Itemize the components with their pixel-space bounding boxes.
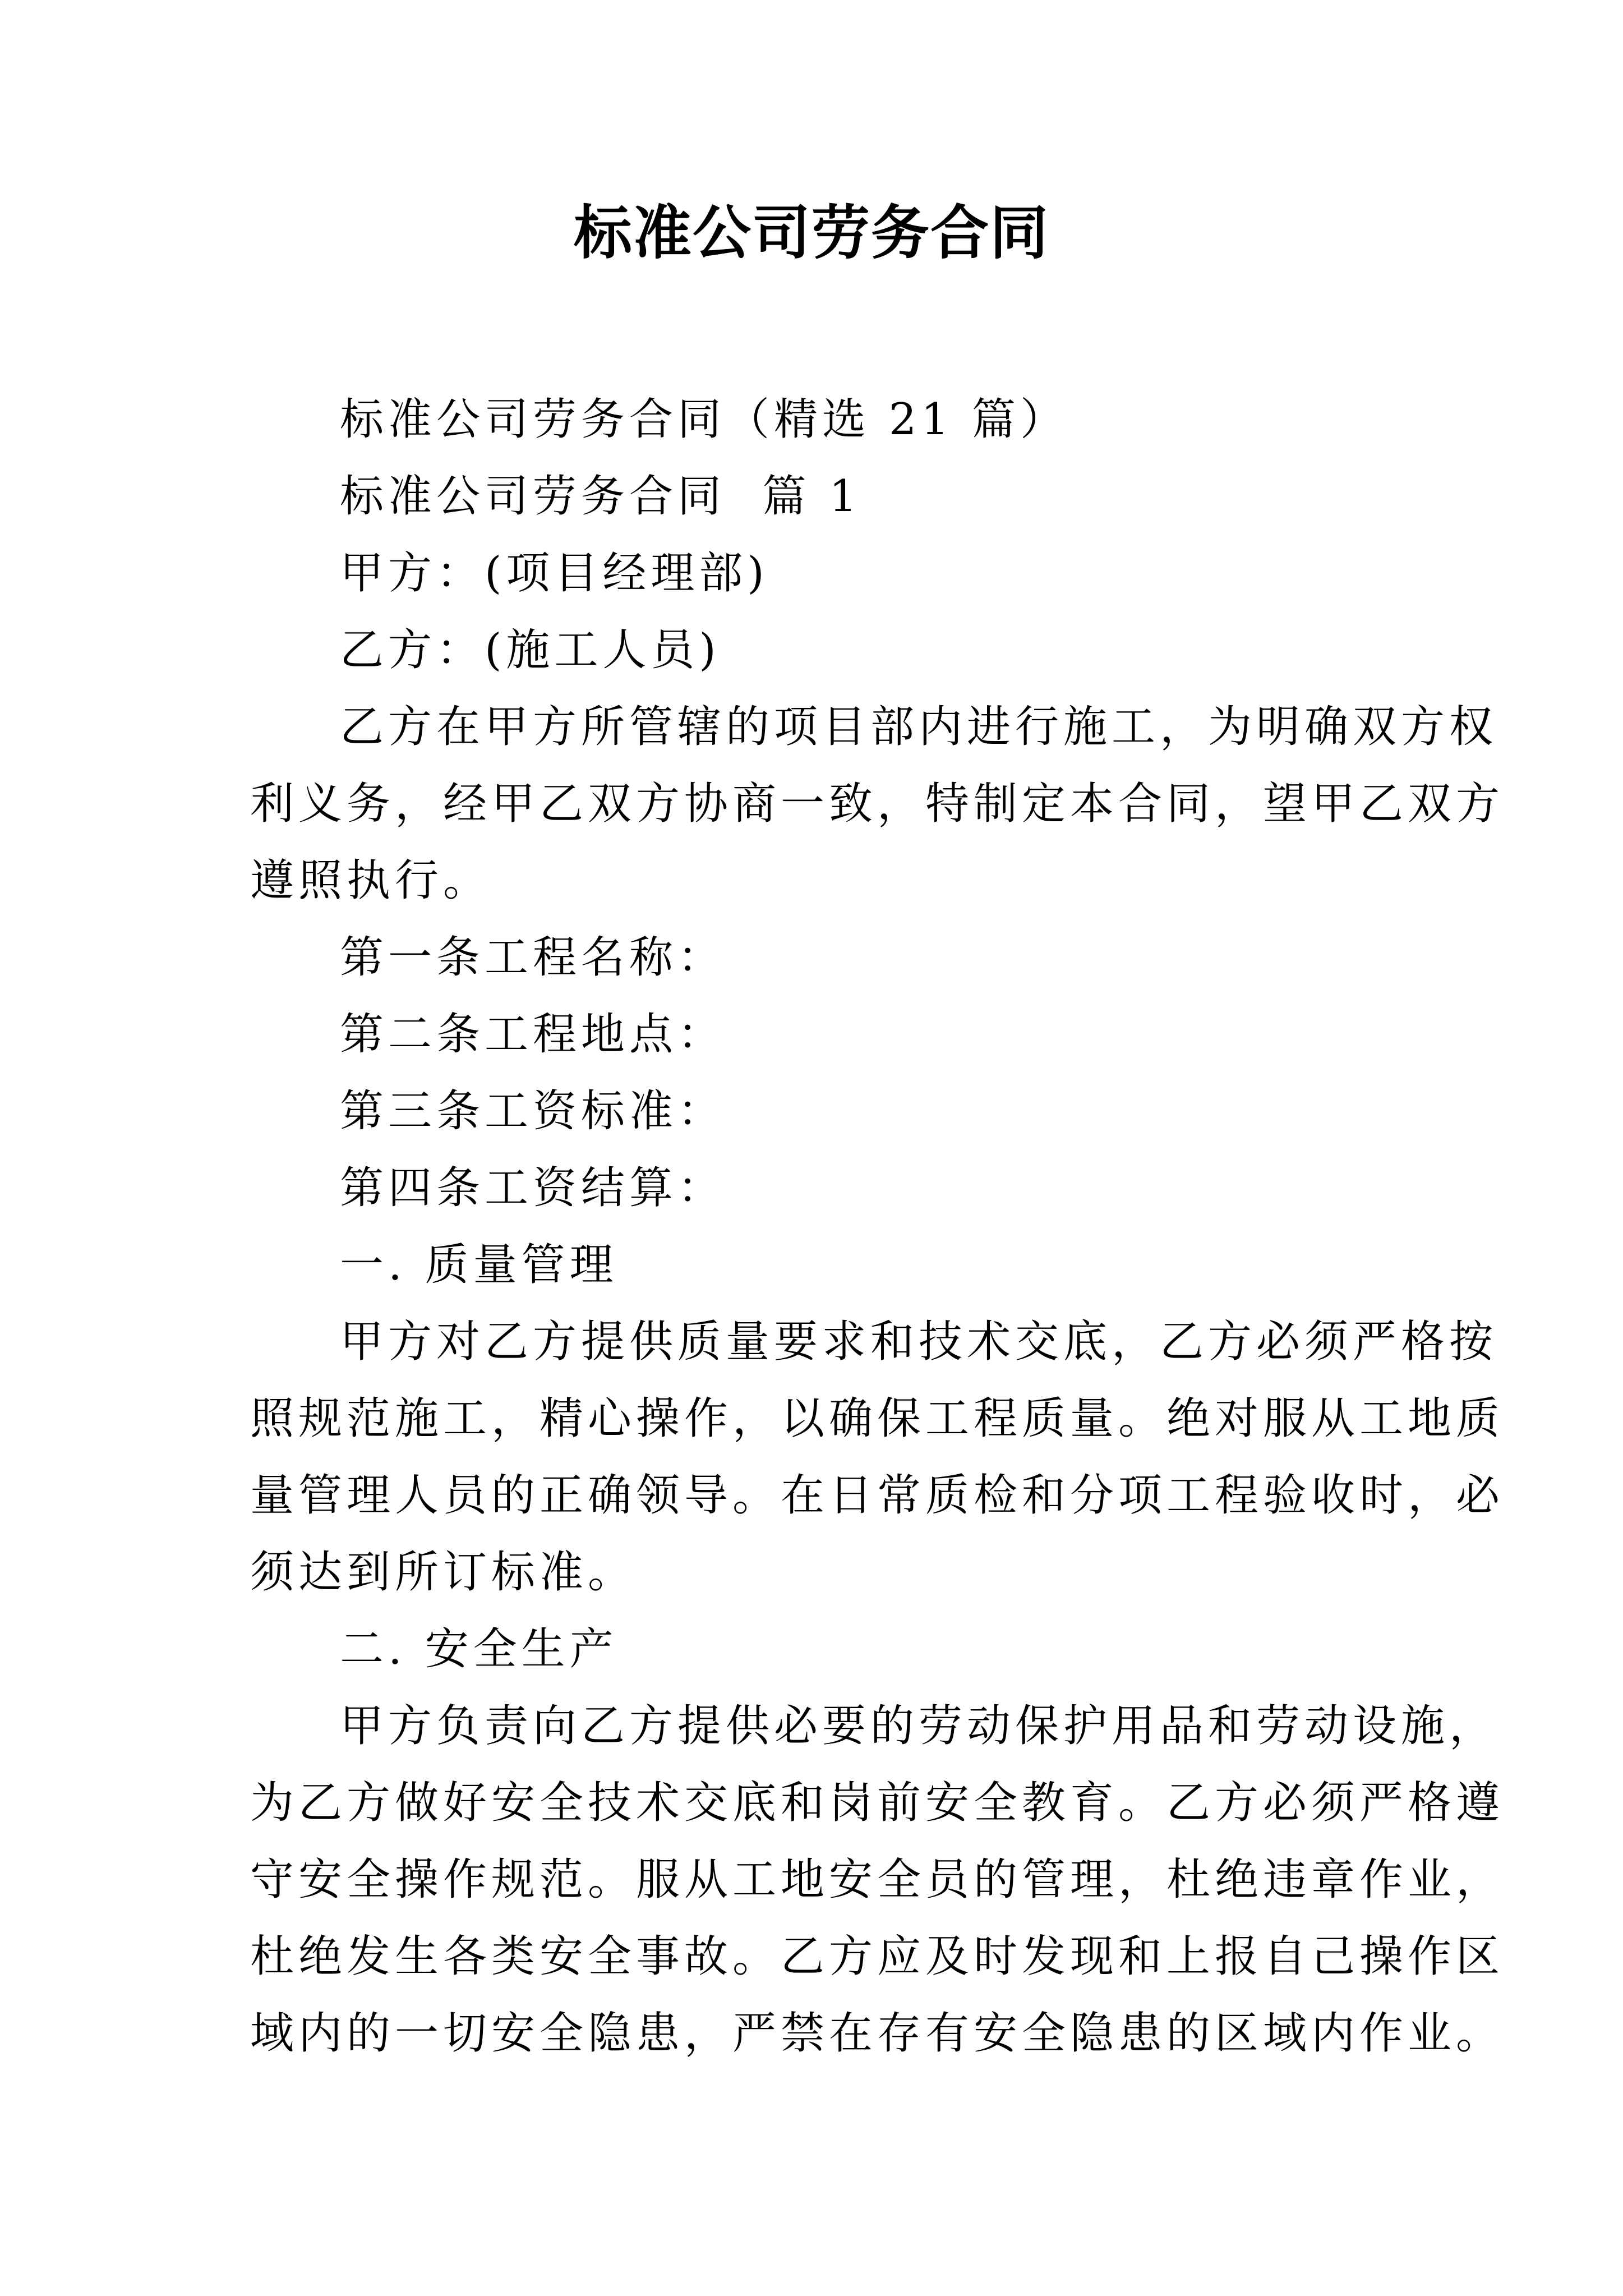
text-line: 第二条工程地点：	[340, 1009, 726, 1060]
text-line: 第一条工程名称：	[340, 932, 726, 983]
text-line: 利义务，经甲乙双方协商一致，特制定本合同，望甲乙双方	[250, 779, 1505, 829]
text-line: 标准公司劳务合同 篇 1	[340, 471, 862, 522]
text-line: 甲方：(项目经理部)	[340, 548, 769, 599]
text-line: 甲方对乙方提供质量要求和技术交底，乙方必须严格按	[340, 1317, 1498, 1367]
text-line: 域内的一切安全隐患，严禁在存有安全隐患的区域内作业。	[250, 2008, 1505, 2059]
text-line: 甲方负责向乙方提供必要的劳动保护用品和劳动设施，	[340, 1701, 1498, 1751]
text-line: 量管理人员的正确领导。在日常质检和分项工程验收时，必	[250, 1470, 1505, 1521]
section-heading: 一. 质量管理	[340, 1240, 618, 1290]
document-body	[250, 381, 1505, 2072]
text-line: 第三条工资标准：	[340, 1086, 726, 1137]
text-line: 守安全操作规范。服从工地安全员的管理，杜绝违章作业，	[250, 1855, 1505, 1905]
text-line: 照规范施工，精心操作，以确保工程质量。绝对服从工地质	[250, 1393, 1505, 1444]
text-line: 须达到所订标准。	[250, 1547, 637, 1598]
text-line: 乙方在甲方所管辖的项目部内进行施工，为明确双方权	[340, 702, 1498, 752]
text-line: 乙方：(施工人员)	[340, 625, 721, 675]
section-heading: 二. 安全生产	[340, 1624, 618, 1674]
text-line: 标准公司劳务合同（精选 21 篇）	[340, 394, 1068, 445]
document-title: 标准公司劳务合同	[573, 199, 1049, 267]
text-line: 第四条工资结算：	[340, 1163, 726, 1213]
text-line: 遵照执行。	[250, 855, 492, 906]
text-line: 杜绝发生各类安全事故。乙方应及时发现和上报自己操作区	[250, 1931, 1505, 1982]
text-line: 为乙方做好安全技术交底和岗前安全教育。乙方必须严格遵	[250, 1778, 1505, 1828]
